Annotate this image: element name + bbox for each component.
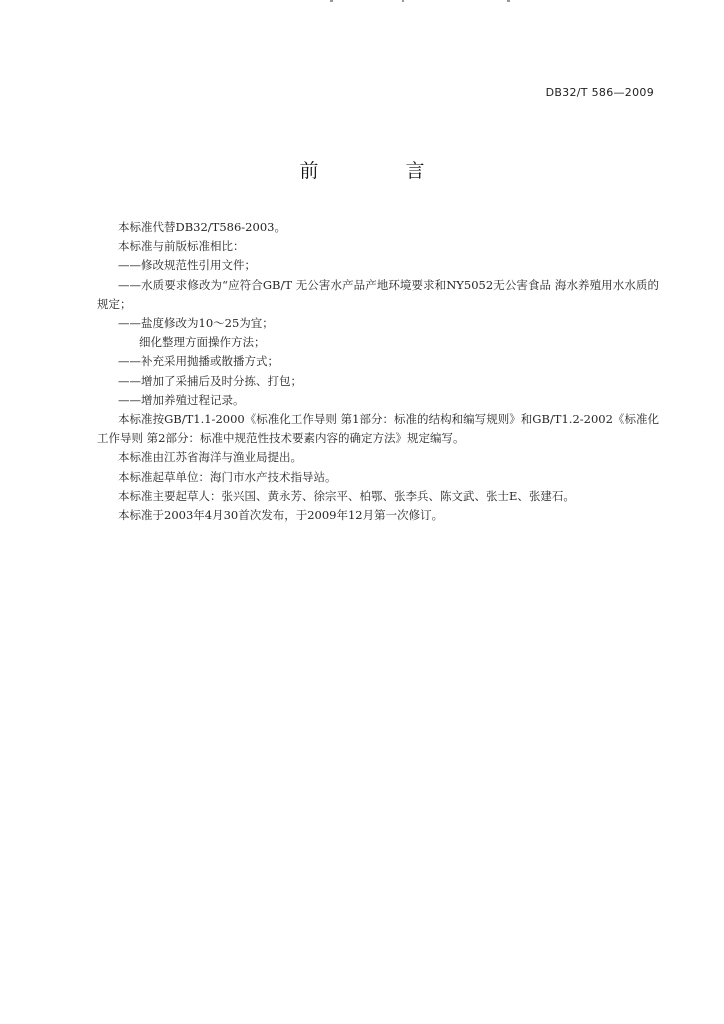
change-item-operation: 细化整理方面操作方法；	[139, 335, 266, 350]
change-item-water-quality: ——水质要求修改为“应符合GB/T 无公害水产品产地环境要求和NY5052无公害食品 海水养殖用水水质的规定；	[97, 277, 659, 311]
change-item-salinity: ——盐度修改为10～25为宜；	[118, 316, 274, 331]
change-item-records: ——增加养殖过程记录。	[118, 392, 245, 407]
section-heading: 前 言	[299, 160, 459, 182]
standard-code: DB32/T 586—2009	[545, 86, 654, 99]
paragraph-proposer: 本标准由江苏省海洋与渔业局提出。	[118, 450, 302, 465]
paragraph-comparison-intro: 本标准与前版标准相比：	[118, 239, 245, 254]
change-item-sorting: ——增加了采捕后及时分拣、打包；	[118, 373, 302, 388]
scan-speck	[330, 0, 333, 2]
paragraph-drafters: 本标准主要起草人：张兴国、黄永芳、徐宗平、柏鄂、张李兵、陈文武、张士E、张建石。	[118, 488, 575, 503]
change-item-sowing: ——补充采用抛播或散播方式；	[118, 354, 279, 369]
scan-speck	[507, 0, 510, 2]
change-item-references: ——修改规范性引用文件；	[118, 258, 256, 273]
paragraph-publication-history: 本标准于2003年4月30首次发布，于2009年12月第一次修订。	[118, 508, 444, 523]
paragraph-drafting-rules: 本标准按GB/T1.1-2000《标准化工作导则 第1部分：标准的结构和编写规则》和GB/T1.2-2002《标准化工作导则 第2部分：标准中规范性技术要素内容的确定方法》规定编写。	[97, 412, 659, 446]
foreword-body	[97, 218, 659, 525]
paragraph-replaces: 本标准代替DB32/T586-2003。	[118, 220, 286, 234]
paragraph-drafting-unit: 本标准起草单位：海门市水产技术指导站。	[118, 469, 337, 484]
scan-speck	[402, 0, 404, 2]
